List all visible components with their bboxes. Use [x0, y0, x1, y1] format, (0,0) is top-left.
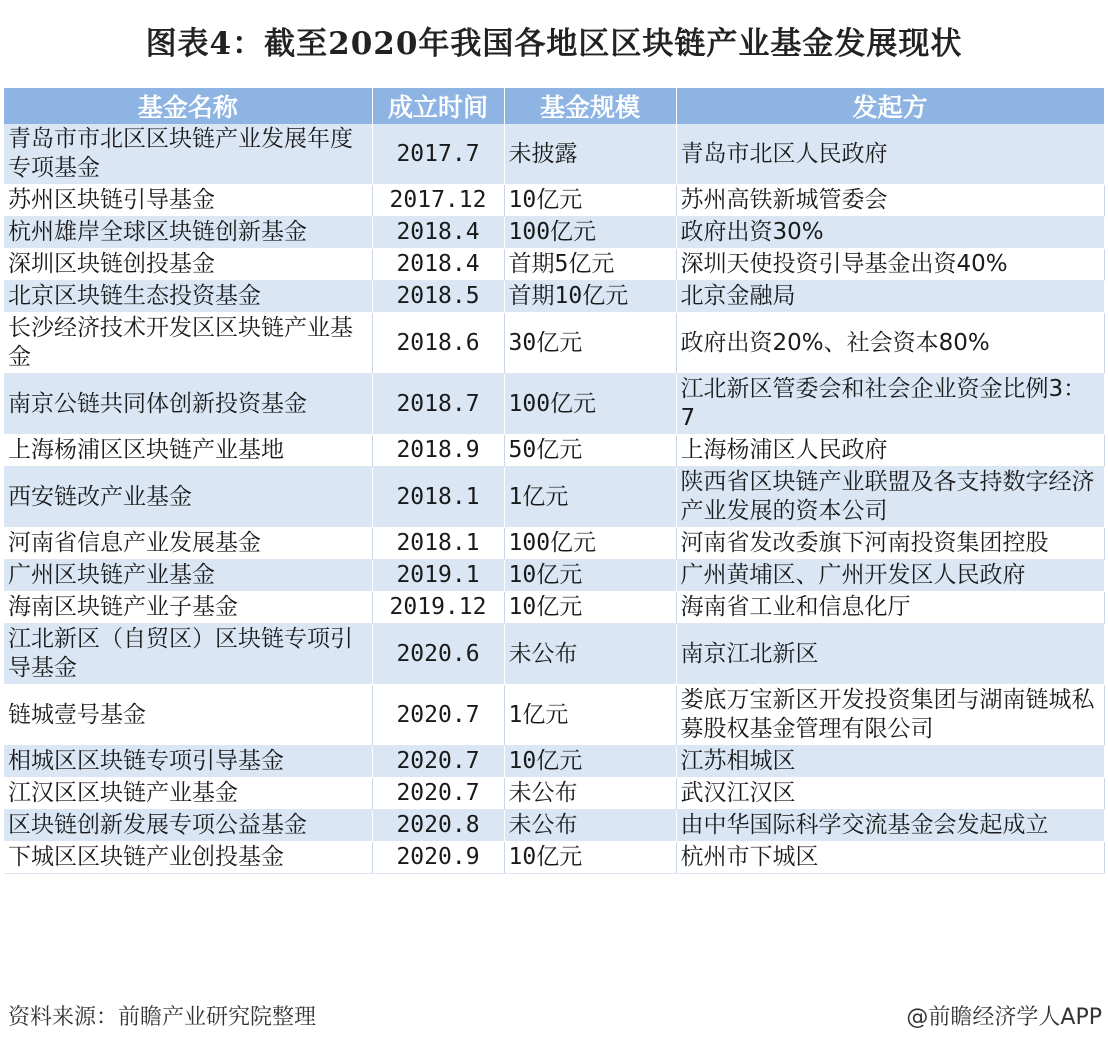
cell-scale: 100亿元: [504, 217, 676, 249]
cell-sponsor: 杭州市下城区: [676, 842, 1104, 874]
cell-scale: 1亿元: [504, 685, 676, 746]
cell-fund-name: 广州区块链产业基金: [4, 560, 372, 592]
cell-sponsor: 陕西省区块链产业联盟及各支持数字经济产业发展的资本公司: [676, 467, 1104, 528]
header-established-date: 成立时间: [372, 88, 504, 124]
cell-scale: 1亿元: [504, 467, 676, 528]
cell-date: 2017.12: [372, 185, 504, 217]
cell-date: 2018.5: [372, 281, 504, 313]
cell-scale: 未公布: [504, 810, 676, 842]
cell-sponsor: 海南省工业和信息化厅: [676, 592, 1104, 624]
cell-date: 2018.4: [372, 249, 504, 281]
table-row: [4, 810, 1104, 842]
cell-fund-name: 南京公链共同体创新投资基金: [4, 374, 372, 435]
cell-scale: 未公布: [504, 778, 676, 810]
page-title: 图表4：截至2020年我国各地区区块链产业基金发展现状: [145, 26, 963, 62]
cell-fund-name: 青岛市市北区区块链产业发展年度专项基金: [4, 124, 372, 185]
table-row: [4, 560, 1104, 592]
table-row: [4, 528, 1104, 560]
cell-scale: 未披露: [504, 124, 676, 185]
cell-fund-name: 下城区区块链产业创投基金: [4, 842, 372, 874]
cell-fund-name: 西安链改产业基金: [4, 467, 372, 528]
cell-fund-name: 相城区区块链专项引导基金: [4, 746, 372, 778]
cell-scale: 50亿元: [504, 435, 676, 467]
cell-date: 2020.7: [372, 685, 504, 746]
cell-sponsor: 江北新区管委会和社会企业资金比例3：7: [676, 374, 1104, 435]
cell-date: 2018.1: [372, 528, 504, 560]
cell-date: 2018.1: [372, 467, 504, 528]
cell-scale: 首期10亿元: [504, 281, 676, 313]
cell-sponsor: 苏州高铁新城管委会: [676, 185, 1104, 217]
table-row: [4, 778, 1104, 810]
table-row: [4, 313, 1104, 374]
cell-fund-name: 深圳区块链创投基金: [4, 249, 372, 281]
cell-sponsor: 江苏相城区: [676, 746, 1104, 778]
cell-fund-name: 江北新区（自贸区）区块链专项引导基金: [4, 624, 372, 685]
cell-date: 2018.9: [372, 435, 504, 467]
cell-sponsor: 武汉江汉区: [676, 778, 1104, 810]
cell-sponsor: 北京金融局: [676, 281, 1104, 313]
table-row: [4, 435, 1104, 467]
cell-sponsor: 深圳天使投资引导基金出资40%: [676, 249, 1104, 281]
cell-scale: 10亿元: [504, 746, 676, 778]
cell-date: 2018.6: [372, 313, 504, 374]
cell-scale: 未公布: [504, 624, 676, 685]
table-row: [4, 592, 1104, 624]
table-row: [4, 374, 1104, 435]
cell-scale: 10亿元: [504, 842, 676, 874]
table-row: [4, 281, 1104, 313]
cell-date: 2019.12: [372, 592, 504, 624]
cell-fund-name: 长沙经济技术开发区区块链产业基金: [4, 313, 372, 374]
table-row: [4, 249, 1104, 281]
table-row: [4, 624, 1104, 685]
cell-fund-name: 苏州区块链引导基金: [4, 185, 372, 217]
cell-sponsor: 南京江北新区: [676, 624, 1104, 685]
cell-fund-name: 江汉区区块链产业基金: [4, 778, 372, 810]
cell-date: 2020.9: [372, 842, 504, 874]
cell-date: 2019.1: [372, 560, 504, 592]
header-fund-name: 基金名称: [4, 88, 372, 124]
table-row: [4, 842, 1104, 874]
table-row: [4, 185, 1104, 217]
cell-scale: 10亿元: [504, 592, 676, 624]
cell-date: 2018.4: [372, 217, 504, 249]
cell-sponsor: 由中华国际科学交流基金会发起成立: [676, 810, 1104, 842]
cell-sponsor: 广州黄埔区、广州开发区人民政府: [676, 560, 1104, 592]
table-row: [4, 217, 1104, 249]
cell-sponsor: 河南省发改委旗下河南投资集团控股: [676, 528, 1104, 560]
brand-credit: @前瞻经济学人APP: [906, 1005, 1102, 1030]
cell-date: 2020.7: [372, 778, 504, 810]
table-header-row: [4, 88, 1104, 124]
source-note: 资料来源：前瞻产业研究院整理: [8, 1005, 317, 1030]
cell-scale: 10亿元: [504, 560, 676, 592]
cell-sponsor: 娄底万宝新区开发投资集团与湖南链城私募股权基金管理有限公司: [676, 685, 1104, 746]
cell-sponsor: 上海杨浦区人民政府: [676, 435, 1104, 467]
cell-date: 2020.6: [372, 624, 504, 685]
cell-date: 2017.7: [372, 124, 504, 185]
header-sponsor: 发起方: [676, 88, 1104, 124]
header-fund-scale: 基金规模: [504, 88, 676, 124]
cell-scale: 100亿元: [504, 528, 676, 560]
cell-scale: 10亿元: [504, 185, 676, 217]
cell-scale: 首期5亿元: [504, 249, 676, 281]
cell-fund-name: 上海杨浦区区块链产业基地: [4, 435, 372, 467]
cell-fund-name: 海南区块链产业子基金: [4, 592, 372, 624]
table-row: [4, 746, 1104, 778]
cell-date: 2018.7: [372, 374, 504, 435]
cell-fund-name: 河南省信息产业发展基金: [4, 528, 372, 560]
table-row: [4, 124, 1104, 185]
fund-table: [4, 88, 1105, 874]
cell-scale: 100亿元: [504, 374, 676, 435]
cell-date: 2020.8: [372, 810, 504, 842]
cell-sponsor: 青岛市北区人民政府: [676, 124, 1104, 185]
cell-date: 2020.7: [372, 746, 504, 778]
cell-scale: 30亿元: [504, 313, 676, 374]
table-row: [4, 685, 1104, 746]
cell-sponsor: 政府出资30%: [676, 217, 1104, 249]
table-row: [4, 467, 1104, 528]
cell-sponsor: 政府出资20%、社会资本80%: [676, 313, 1104, 374]
cell-fund-name: 北京区块链生态投资基金: [4, 281, 372, 313]
cell-fund-name: 杭州雄岸全球区块链创新基金: [4, 217, 372, 249]
cell-fund-name: 区块链创新发展专项公益基金: [4, 810, 372, 842]
cell-fund-name: 链城壹号基金: [4, 685, 372, 746]
